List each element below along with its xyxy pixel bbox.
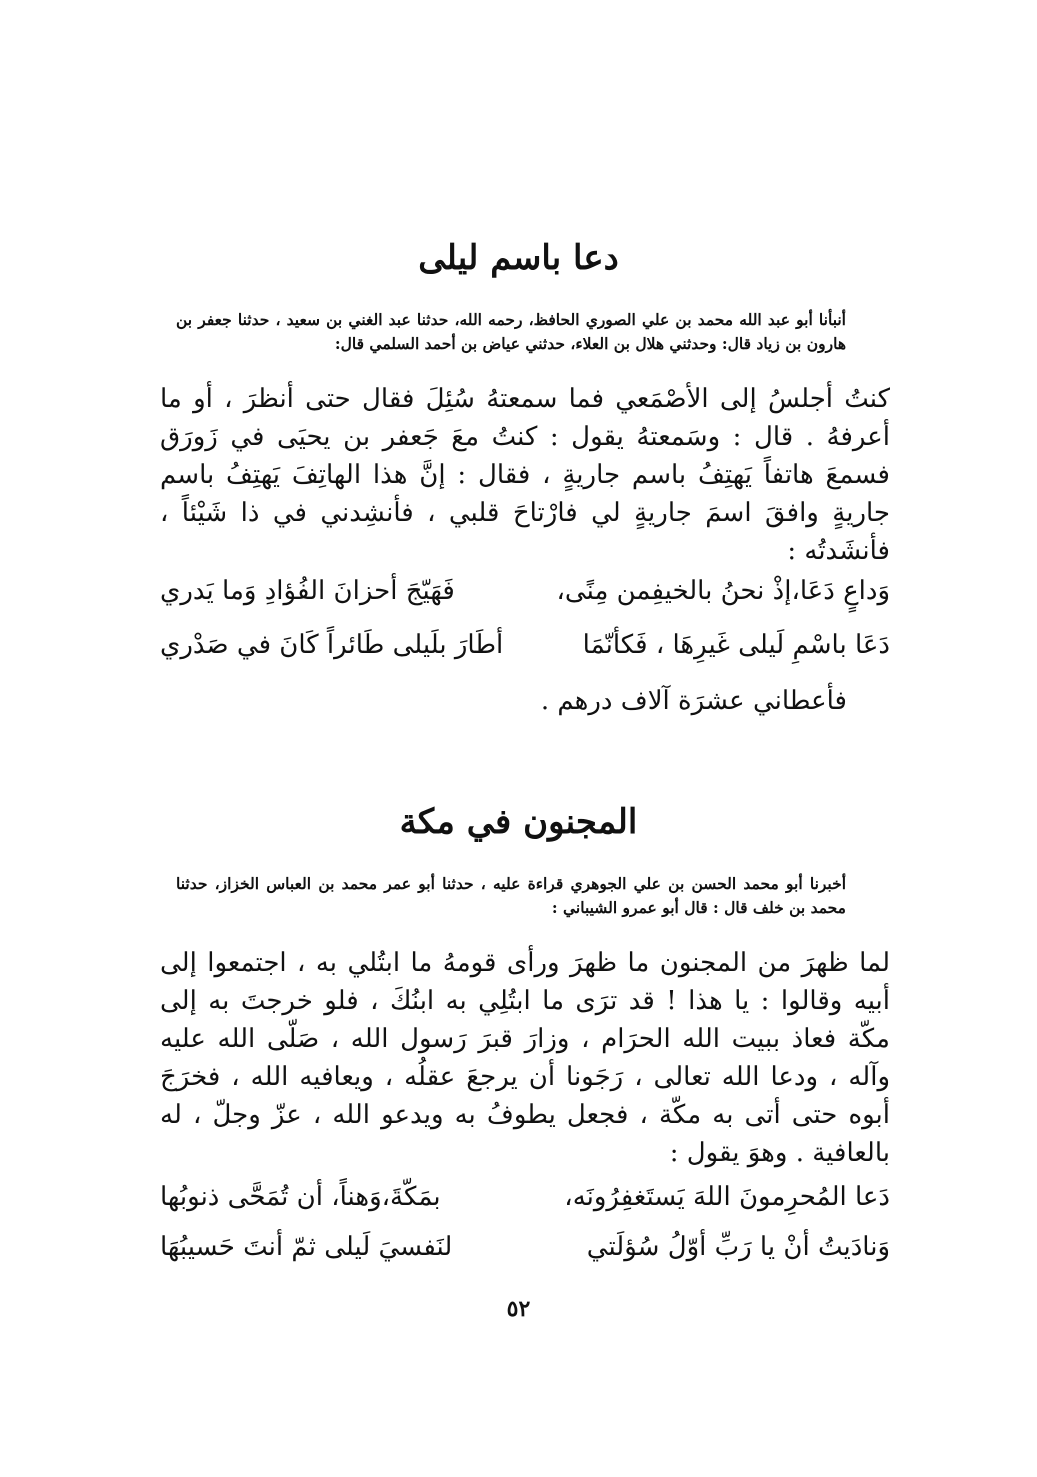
isnad-chain: أنبأنا أبو عبد الله محمد بن علي الصوري الحافظ، رحمه الله، حدثنا عبد الغني بن سعيد ، حدثنا جعفر بن هارون بن زياد قال: وحدثني هلال بن العلاء، حدثني عياض بن أحمد السلمي قال: (176, 310, 846, 353)
body-paragraph: لما ظهرَ من المجنون ما ظهرَ ورأى قومهُ ما ابتُلي به ، اجتمعوا إلى أبيه وقالوا : يا هذا ! قد ترَى ما ابتُلِي به ابنُكَ ، فلو خرجتَ به إلى مكّة فعاذ ببيت الله الحرَام ، وزارَ قبرَ رَسول الله ، صَلّى الله عليه وآله ، ودعا الله تعالى ، رَجَونا أن يرجعَ عقلُه ، ويعافيه الله ، فخرَجَ أبوه حتى أتى به مكّة ، فجعل يطوفُ به ويدعو الله ، عزّ وجلّ ، له بالعافية . وهوَ يقول : (160, 948, 890, 1168)
verse-second-hemistich: بمَكّةَ،وَهناً، أن تُمَحَّى ذنوبُها (160, 1182, 441, 1212)
verse-second-hemistich: أطَارَ بلَيلى طَائراً كَانَ في صَدْري (160, 630, 504, 660)
section-title: المجنون في مكة (399, 802, 638, 842)
verse-first-hemistich: دَعا المُحرِمونَ اللهَ يَستَغفِرُونَه، (564, 1182, 890, 1212)
verse-second-hemistich: فَهَيّجَ أحزانَ الفُؤادِ وَما يَدري (160, 576, 455, 606)
page-number: ٥٢ (506, 1296, 531, 1322)
poem-verse (160, 626, 890, 664)
closing-line: فأعطاني عشرَة آلاف درهم . (540, 686, 847, 716)
verse-first-hemistich: وَنادَيتُ أنْ يا رَبِّ أوّلُ سُؤلَتي (586, 1232, 890, 1262)
verse-second-hemistich: لنَفسيَ لَيلى ثمّ أنتَ حَسيبُهَا (160, 1232, 453, 1262)
verse-first-hemistich: وَداعٍ دَعَا،إذْ نحنُ بالخيفِمن مِنًى، (556, 576, 890, 606)
poem-verse (160, 1228, 890, 1266)
section-title: دعا باسم ليلى (418, 238, 619, 278)
body-paragraph: كنتُ أجلسُ إلى الأصْمَعي فما سمعتهُ سُئِلَ فقال حتى أنظرَ ، أو ما أعرفهُ . قال : وسَمعتهُ يقول : كنتُ معَ جَعفر بن يحيَى في زَورَق فسمعَ هاتفاً يَهتِفُ باسم جاريةٍ ، فقال : إنَّ هذا الهاتِفَ يَهتِفُ باسم جاريةٍ وافقَ اسمَ جاريةٍ لي فارْتاحَ قلبي ، فأنشِدني في ذا شَيْئاً ، فأنشَدتُه : (160, 384, 890, 566)
isnad-chain: أخبرنا أبو محمد الحسن بن علي الجوهري قراءة عليه ، حدثنا أبو عمر محمد بن العباس الخزاز، حدثنا محمد بن خلف قال : قال أبو عمرو الشيباني : (176, 874, 846, 917)
poem-verse (160, 1178, 890, 1216)
poem-verse (160, 572, 890, 610)
verse-first-hemistich: دَعَا باسْمِ لَيلى غَيرِهَا ، فَكأنّمَا (582, 630, 890, 660)
